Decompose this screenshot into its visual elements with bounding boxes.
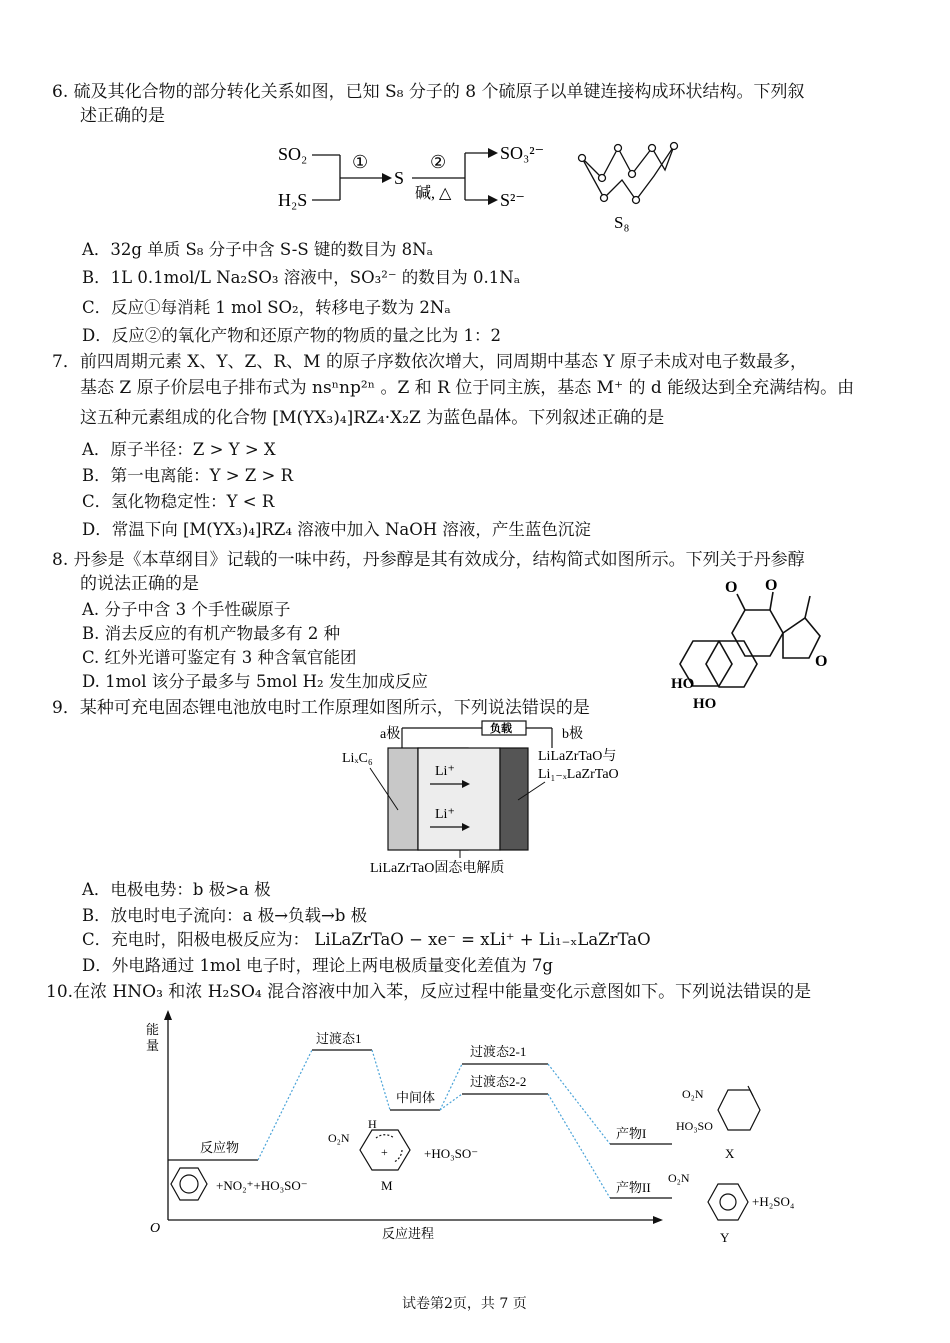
benzene-icon: [171, 1168, 207, 1200]
q7-stem-line2: 基态 Z 原子价层电子排布式为 nsⁿnp²ⁿ 。Z 和 R 位于同主族，基态 M⁺ 的 d 能级达到全充满结构。由: [80, 378, 855, 398]
q8-stem-line1: 8. 丹参是《本草纲目》记载的一味中药，丹参醇是其有效成分，结构简式如图所示。下列关于丹参醇: [52, 550, 805, 570]
so3-label: SO₃²⁻: [500, 143, 545, 163]
q6-option-c: C．反应①每消耗 1 mol SO₂，转移电子数为 2Nₐ: [82, 298, 451, 317]
danshenol-structure: [665, 578, 845, 713]
energy-profile: [140, 1010, 820, 1250]
carbonyl-o2: O: [765, 578, 778, 594]
product-x-icon: [718, 1086, 760, 1130]
label-x: X: [725, 1146, 735, 1161]
q9-option-d: D．外电路通过 1mol 电子时，理论上两电极质量变化差值为 7g: [82, 956, 553, 975]
label-m: M: [381, 1178, 393, 1193]
m-h-top: H: [368, 1117, 377, 1131]
li-ion-1: Li⁺: [435, 764, 455, 779]
battery-diagram: [340, 720, 640, 880]
m-plus: +: [381, 1145, 388, 1159]
label-y: Y: [720, 1230, 730, 1245]
q7-option-b: B．第一电离能：Y > Z > R: [82, 466, 294, 485]
s8-ring-icon: [579, 143, 678, 204]
q6-sulfur-scheme: [270, 128, 690, 238]
hydroxyl-1: HO: [671, 676, 695, 692]
q9-stem: 9．某种可充电固态锂电池放电时工作原理如图所示，下列说法错误的是: [52, 698, 590, 718]
q7-option-a: A．原子半径：Z > Y > X: [82, 440, 276, 459]
load-label: 负载: [490, 723, 512, 735]
electrode-b-label: b极: [562, 727, 583, 742]
label-product2: 产物II: [616, 1180, 651, 1195]
q9-option-a: A．电极电势：b 极>a 极: [82, 880, 271, 899]
h2so4-label: +H₂SO₄: [752, 1194, 795, 1209]
step1-label: ①: [352, 152, 369, 172]
label-reactant: 反应物: [200, 1140, 240, 1155]
reagents-label: +NO₂⁺+HO₃SO⁻: [216, 1178, 308, 1193]
x-ho3so: HO₃SO: [676, 1119, 713, 1133]
q8-option-b: B. 消去反应的有机产物最多有 2 种: [82, 624, 341, 643]
q6-stem-line1: 6. 硫及其化合物的部分转化关系如图，已知 S₈ 分子的 8 个硫原子以单键连接构成环状结构。下列叙: [52, 82, 805, 102]
x-o2n: O₂N: [682, 1087, 704, 1101]
label-intermediate: 中间体: [396, 1090, 436, 1105]
label-ts1: 过渡态1: [316, 1031, 362, 1046]
hydroxyl-2: HO: [693, 696, 717, 712]
h2s-label: H₂S: [278, 190, 308, 210]
step2-label: ②: [430, 152, 447, 172]
q7-stem-line3: 这五种元素组成的化合物 [M(YX₃)₄]RZ₄·X₂Z 为蓝色晶体。下列叙述正确的是: [80, 408, 665, 428]
cathode-b: [500, 748, 528, 850]
s2-label: S²⁻: [500, 190, 525, 210]
label-ts2-2: 过渡态2-2: [470, 1074, 527, 1089]
s-label: S: [394, 168, 405, 188]
label-ts2-1: 过渡态2-1: [470, 1044, 527, 1059]
q7-stem-line1: 7．前四周期元素 X、Y、Z、R、M 的原子序数依次增大，同周期中基态 Y 原子未成对电子数最多，: [52, 352, 807, 372]
x-axis-label: 反应进程: [382, 1226, 435, 1241]
s8-label: S₈: [614, 213, 630, 232]
anode-a: [388, 748, 418, 850]
furan-o: O: [815, 653, 828, 670]
q9-option-b: B．放电时电子流向：a 极→负载→b 极: [82, 906, 368, 925]
origin-label: O: [150, 1221, 161, 1236]
y-axis-label-1: 能: [146, 1022, 160, 1037]
q6-option-b: B．1L 0.1mol/L Na₂SO₃ 溶液中，SO₃²⁻ 的数目为 0.1Nₐ: [82, 268, 521, 287]
q9-option-c: C．充电时，阳极电极反应为： LiLaZrTaO − xe⁻ = xLi⁺ + Li₁₋ₓLaZrTaO: [82, 930, 651, 949]
m-o2n: O₂N: [328, 1131, 350, 1145]
li-ion-2: Li⁺: [435, 807, 455, 822]
electrolyte-label: LiLaZrTaO固态电解质: [370, 861, 505, 876]
so2-label: SO₂: [278, 144, 308, 164]
q8-option-d: D. 1mol 该分子最多与 5mol H₂ 发生加成反应: [82, 672, 428, 691]
q8-option-c: C. 红外光谱可鉴定有 3 种含氧官能团: [82, 648, 357, 667]
q8-stem-line2: 的说法正确的是: [80, 574, 199, 594]
q10-stem: 10.在浓 HNO₃ 和浓 H₂SO₄ 混合溶液中加入苯，反应过程中能量变化示意图如下。下列说法错误的是: [46, 982, 812, 1002]
electrode-a-label: a极: [380, 727, 401, 742]
q7-option-d: D．常温下向 [M(YX₃)₄]RZ₄ 溶液中加入 NaOH 溶液，产生蓝色沉淀: [82, 520, 591, 539]
y-axis-label-2: 量: [146, 1038, 160, 1053]
solid-electrolyte: [418, 748, 500, 850]
q8-option-a: A. 分子中含 3 个手性碳原子: [82, 600, 291, 619]
q6-option-d: D．反应②的氧化产物和还原产物的物质的量之比为 1：2: [82, 326, 501, 345]
cathode-material-label-1: LiLaZrTaO与: [538, 749, 617, 764]
q6-option-a: A．32g 单质 S₈ 分子中含 S-S 键的数目为 8Nₐ: [82, 240, 433, 259]
nitrobenzene-icon: [708, 1184, 748, 1220]
q7-option-c: C．氢化物稳定性：Y < R: [82, 492, 275, 511]
page-footer: 试卷第2页，共 7 页: [402, 1296, 527, 1312]
label-product1: 产物I: [616, 1126, 647, 1141]
q6-stem-line2: 述正确的是: [80, 106, 165, 126]
condition-label: 碱, △: [415, 185, 452, 202]
cathode-material-label-2: Li₁₋ₓLaZrTaO: [538, 767, 619, 782]
y-o2n: O₂N: [668, 1171, 690, 1185]
m-hydrogensulfate: +HO₃SO⁻: [424, 1146, 479, 1161]
carbonyl-o1: O: [725, 579, 738, 596]
lixc6-label: LiₓC₆: [342, 751, 373, 766]
